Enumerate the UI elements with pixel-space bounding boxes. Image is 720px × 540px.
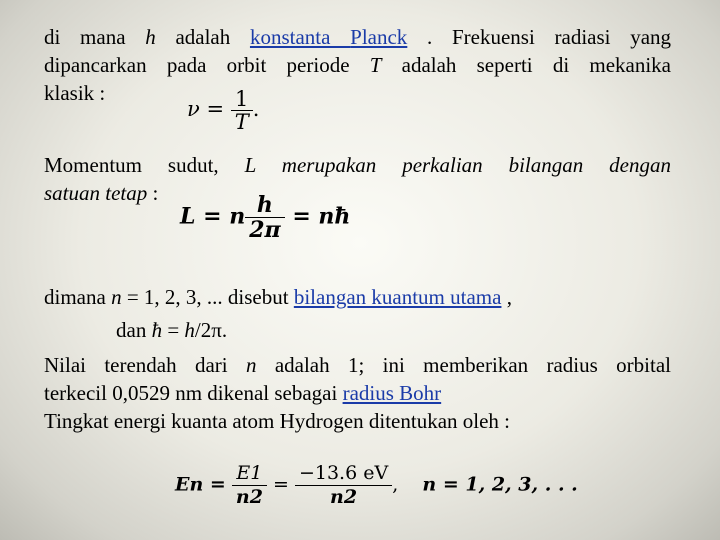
symbol-T: T [369, 53, 382, 77]
intro-line-1 [44, 23, 671, 51]
text: = [162, 318, 185, 342]
text: . Frekuensi radiasi yang [407, 25, 672, 49]
text: dipancarkan pada orbit periode [44, 53, 370, 77]
dan-text [116, 316, 516, 344]
symbol-h: h [184, 318, 195, 342]
link-planck[interactable]: Planck [350, 25, 408, 49]
symbol-n: n [245, 353, 257, 377]
tingkat-line: Tingkat energi kuanta atom Hydrogen ditentukan oleh : [44, 409, 510, 433]
text: : [147, 181, 159, 205]
text: merupakan perkalian bilangan dengan [255, 153, 671, 177]
text: = 1, 2, 3, ... disebut [121, 285, 294, 309]
dan-line [116, 316, 516, 344]
link-radius-bohr[interactable]: radius Bohr [342, 381, 442, 405]
eq2-numerator: h [256, 192, 273, 218]
eq3-equals: = [272, 473, 289, 496]
text: dimana [44, 285, 112, 309]
eq3-fraction-1 [232, 462, 267, 509]
text: di mana [44, 25, 146, 49]
eq3-lhs [175, 474, 226, 496]
eq2-rhs: = nħ [292, 203, 351, 230]
momentum-paragraph [44, 151, 671, 207]
text: , [501, 285, 512, 309]
eq3-frac1-denominator: n2 [232, 485, 267, 509]
text: dan [116, 318, 152, 342]
eq3-frac2-numerator: −13.6 eV [298, 462, 389, 484]
text: satuan tetap [44, 181, 148, 205]
text: adalah 1; ini memberikan radius orbital [256, 353, 671, 377]
symbol-hbar: ħ [151, 318, 163, 342]
intro-line-3: klasik : [44, 81, 106, 105]
eq2-fraction [245, 193, 284, 242]
nilai-line-2 [44, 379, 671, 407]
intro-line-2 [44, 51, 671, 79]
momentum-line-1 [44, 151, 671, 179]
text: Nilai terendah dari [44, 353, 246, 377]
text: /2π. [194, 318, 228, 342]
nilai-paragraph [44, 351, 671, 435]
nilai-line-1 [44, 351, 671, 379]
symbol-L: L [244, 153, 256, 177]
eq3-frac1-numerator: E1 [236, 462, 263, 484]
momentum-line-2 [44, 179, 671, 207]
eq3-fraction-2 [295, 462, 392, 509]
eq2-lhs: L = n [180, 203, 246, 230]
text: terkecil 0,0529 nm dikenal sebagai [44, 381, 343, 405]
eq3-comma: , [392, 473, 399, 496]
symbol-n: n [111, 285, 122, 309]
equation-energy-levels [175, 462, 578, 509]
eq3-lhs-text: En = [175, 473, 226, 496]
eq3-frac2-denominator: n2 [295, 485, 392, 509]
eq3-rhs: n = 1, 2, 3, . . . [422, 473, 578, 496]
text: Momentum sudut, [44, 153, 245, 177]
eq1-period: . [252, 97, 260, 121]
link-bilangan-kuantum-utama[interactable]: bilangan kuantum utama [293, 285, 502, 309]
equation-angular-momentum [180, 193, 350, 242]
text: adalah seperti di mekanika [381, 53, 671, 77]
dimana-text [44, 283, 671, 311]
eq1-numerator: 1 [235, 87, 249, 111]
text: adalah [155, 25, 250, 49]
link-konstanta[interactable]: konstanta [249, 25, 351, 49]
dimana-line [44, 283, 671, 311]
equation-frequency [187, 88, 259, 133]
intro-paragraph [44, 23, 671, 107]
eq1-lhs: ν = [187, 97, 225, 121]
eq1-fraction [231, 88, 253, 133]
symbol-h: h [145, 25, 156, 49]
eq1-denominator: T [231, 110, 253, 133]
eq2-denominator: 2π [245, 217, 284, 242]
